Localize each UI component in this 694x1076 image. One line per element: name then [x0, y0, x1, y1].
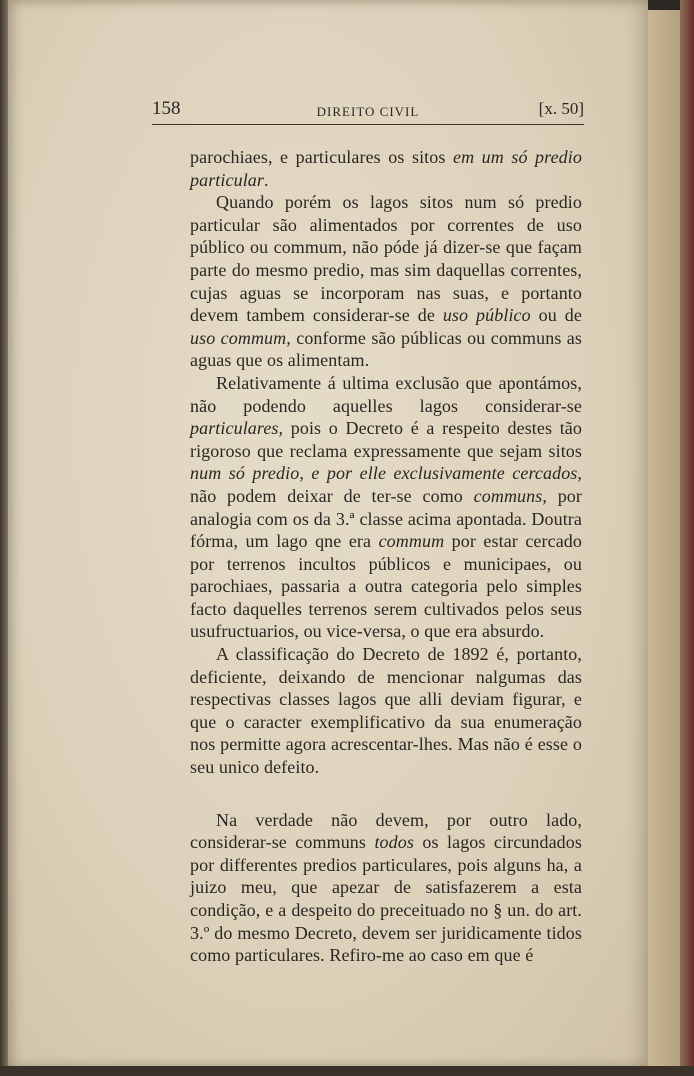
header-rule — [152, 124, 584, 125]
book-cover-edge — [680, 0, 694, 1076]
page-bottom-edge — [0, 1066, 694, 1076]
paragraph — [190, 146, 582, 191]
text-segment: por analogia com os da 3.ª classe acima apontada. Doutra fórma, um lago qne era — [190, 485, 582, 552]
text-segment: parochiaes, e particulares os sitos — [190, 147, 453, 167]
paragraph — [190, 191, 582, 372]
paragraph — [190, 643, 582, 779]
italic-text-segment: communs, — [473, 485, 547, 506]
page-number: 158 — [152, 98, 181, 119]
paragraph — [190, 809, 582, 967]
running-title: DIREITO CIVIL — [316, 104, 420, 119]
italic-text-segment: commum — [378, 531, 445, 552]
text-segment: por estar cercado por terrenos incultos públicos e municipaes, ou parochiaes, passaria a outra categoria pelo simples facto daquelles terrenos serem cultivados pelos seus usufructuarios, ou vice-versa, o que era absurdo. — [190, 531, 582, 642]
italic-text-segment: uso commum, — [190, 327, 291, 348]
section-reference: [x. 50] — [538, 99, 584, 118]
text-segment: pois o Decreto é a respeito destes tão rigoroso que reclama expressamente que sejam sitos — [190, 418, 582, 461]
body-text — [190, 146, 582, 967]
page-header — [152, 94, 584, 122]
italic-text-segment: todos — [374, 832, 414, 853]
text-segment: Quando porém os lagos sitos num só predio particular são alimentados por correntes de uso público ou commum, não póde já dizer-se que façam parte do mesmo predio, mas sim daquellas correntes, cujas aguas se incorporam nas suas, e portanto devem tambem considerar-se de — [190, 192, 582, 326]
text-segment: os lagos circundados por differentes predios particulares, pois alguns ha, a juizo meu, que apezar de satisfazerem a esta condição, e a despeito do preceituado no § un. do art. 3.º do mesmo Decreto, devem ser juridicamente tidos como particulares. Refiro-me ao caso em que é — [190, 832, 582, 966]
text-segment: A classificação do Decreto de 1892 é, portanto, deficiente, deixando de mencionar nalgumas das respectivas classes lagos que alli deviam figurar, e que o caracter exemplificativo da sua enumeração nos permitte agora acrescentar-lhes. Mas não é esse o seu unico defeito. — [190, 644, 582, 778]
italic-text-segment: num só predio, e por elle exclusivamente cercados, — [190, 463, 582, 484]
text-segment: conforme são públicas ou communs as aguas que os alimentam. — [190, 327, 582, 371]
text-segment: ou de — [530, 305, 582, 326]
paragraph — [190, 372, 582, 643]
italic-text-segment: uso público — [442, 305, 531, 326]
text-segment: não podem deixar de ter-se como — [190, 485, 474, 506]
text-segment: Relativamente á ultima exclusão que apontámos, não podendo aquelles lagos considerar-se — [190, 372, 582, 416]
italic-text-segment: particulares, — [190, 418, 284, 439]
italic-text-segment: em um só predio particular — [190, 147, 582, 190]
text-segment: . — [264, 169, 269, 190]
text-segment: Na verdade não devem, por outro lado, considerar-se communs — [190, 809, 582, 853]
